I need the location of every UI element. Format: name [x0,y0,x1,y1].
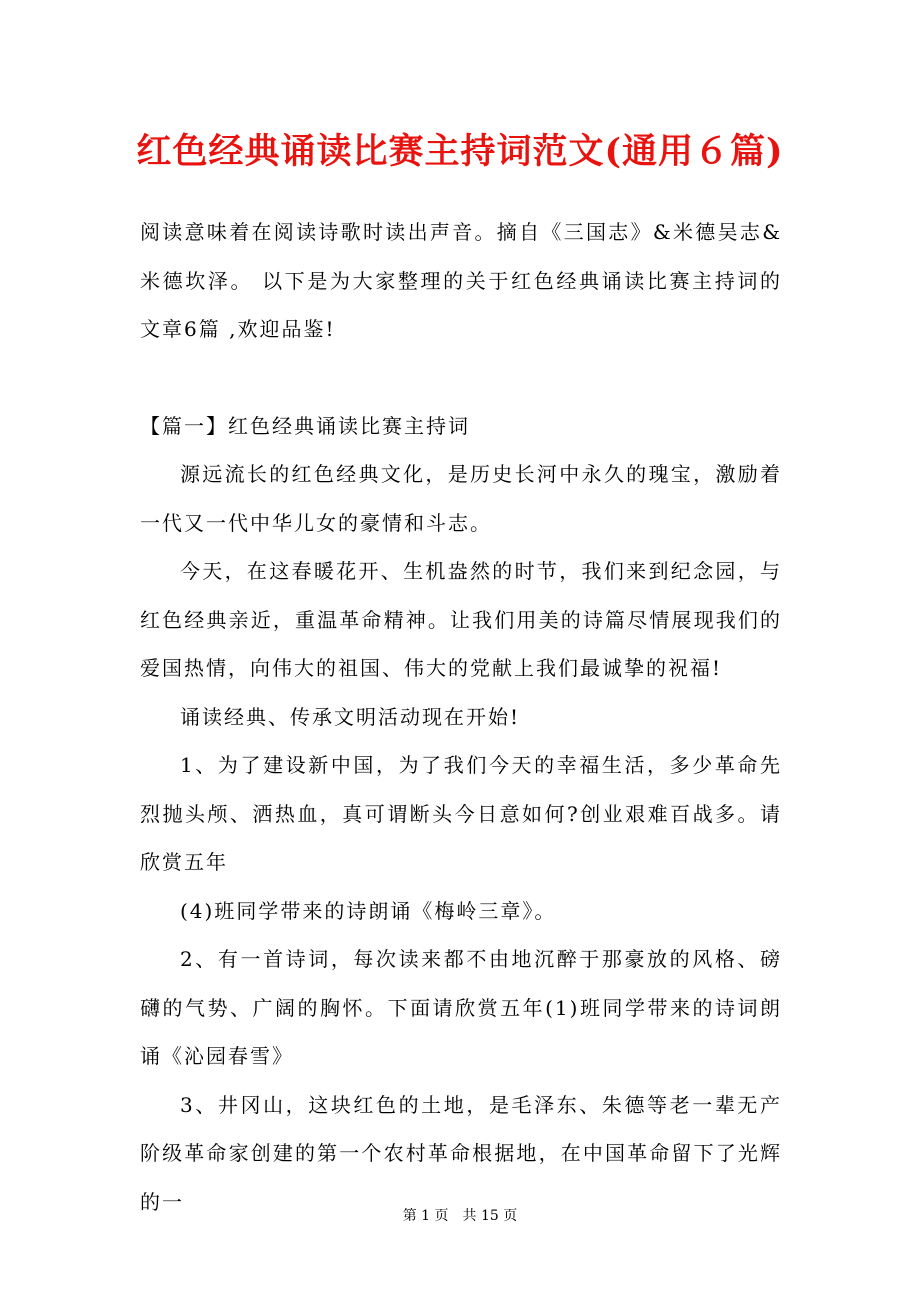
section-heading: 【篇一】红色经典诵读比赛主持词 [140,413,470,438]
page-footer: 第 1 页 共 15 页 [402,1208,518,1224]
document-body [140,208,782,1226]
document-title: 红色经典诵读比赛主持词范文(通用６篇) [136,131,784,172]
body-paragraph: 3、井冈山，这块红色的土地，是毛泽东、朱德等老一辈无产阶级革命家创建的第一个农村革命根据地，在中国革命留下了光辉的一 [140,1092,782,1214]
body-paragraph: (4)班同学带来的诗朗诵《梅岭三章》。 [180,898,557,923]
body-paragraph: 源远流长的红色经典文化，是历史长河中永久的瑰宝，激励着一代又一代中华儿女的豪情和斗志。 [140,462,782,535]
body-paragraph: 今天，在这春暖花开、生机盎然的时节，我们来到纪念园，与红色经典亲近，重温革命精神。让我们用美的诗篇尽情展现我们的爱国热情，向伟大的祖国、伟大的党献上我们最诚挚的祝福! [140,559,782,680]
intro-paragraph: 阅读意味着在阅读诗歌时读出声音。摘自《三国志》&米德吴志&米德坎泽。 以下是为大家整理的关于红色经典诵读比赛主持词的文章6篇 ,欢迎品鉴! [140,220,782,341]
body-paragraph: 2、有一首诗词，每次读来都不由地沉醉于那豪放的风格、磅礴的气势、广阔的胸怀。下面请欣赏五年(1)班同学带来的诗词朗诵《沁园春雪》 [140,947,782,1068]
body-paragraph: 诵读经典、传承文明活动现在开始! [180,704,521,729]
body-paragraph: 1、为了建设新中国，为了我们今天的幸福生活，多少革命先烈抛头颅、洒热血，真可谓断头今日意如何?创业艰难百战多。请欣赏五年 [140,753,782,874]
